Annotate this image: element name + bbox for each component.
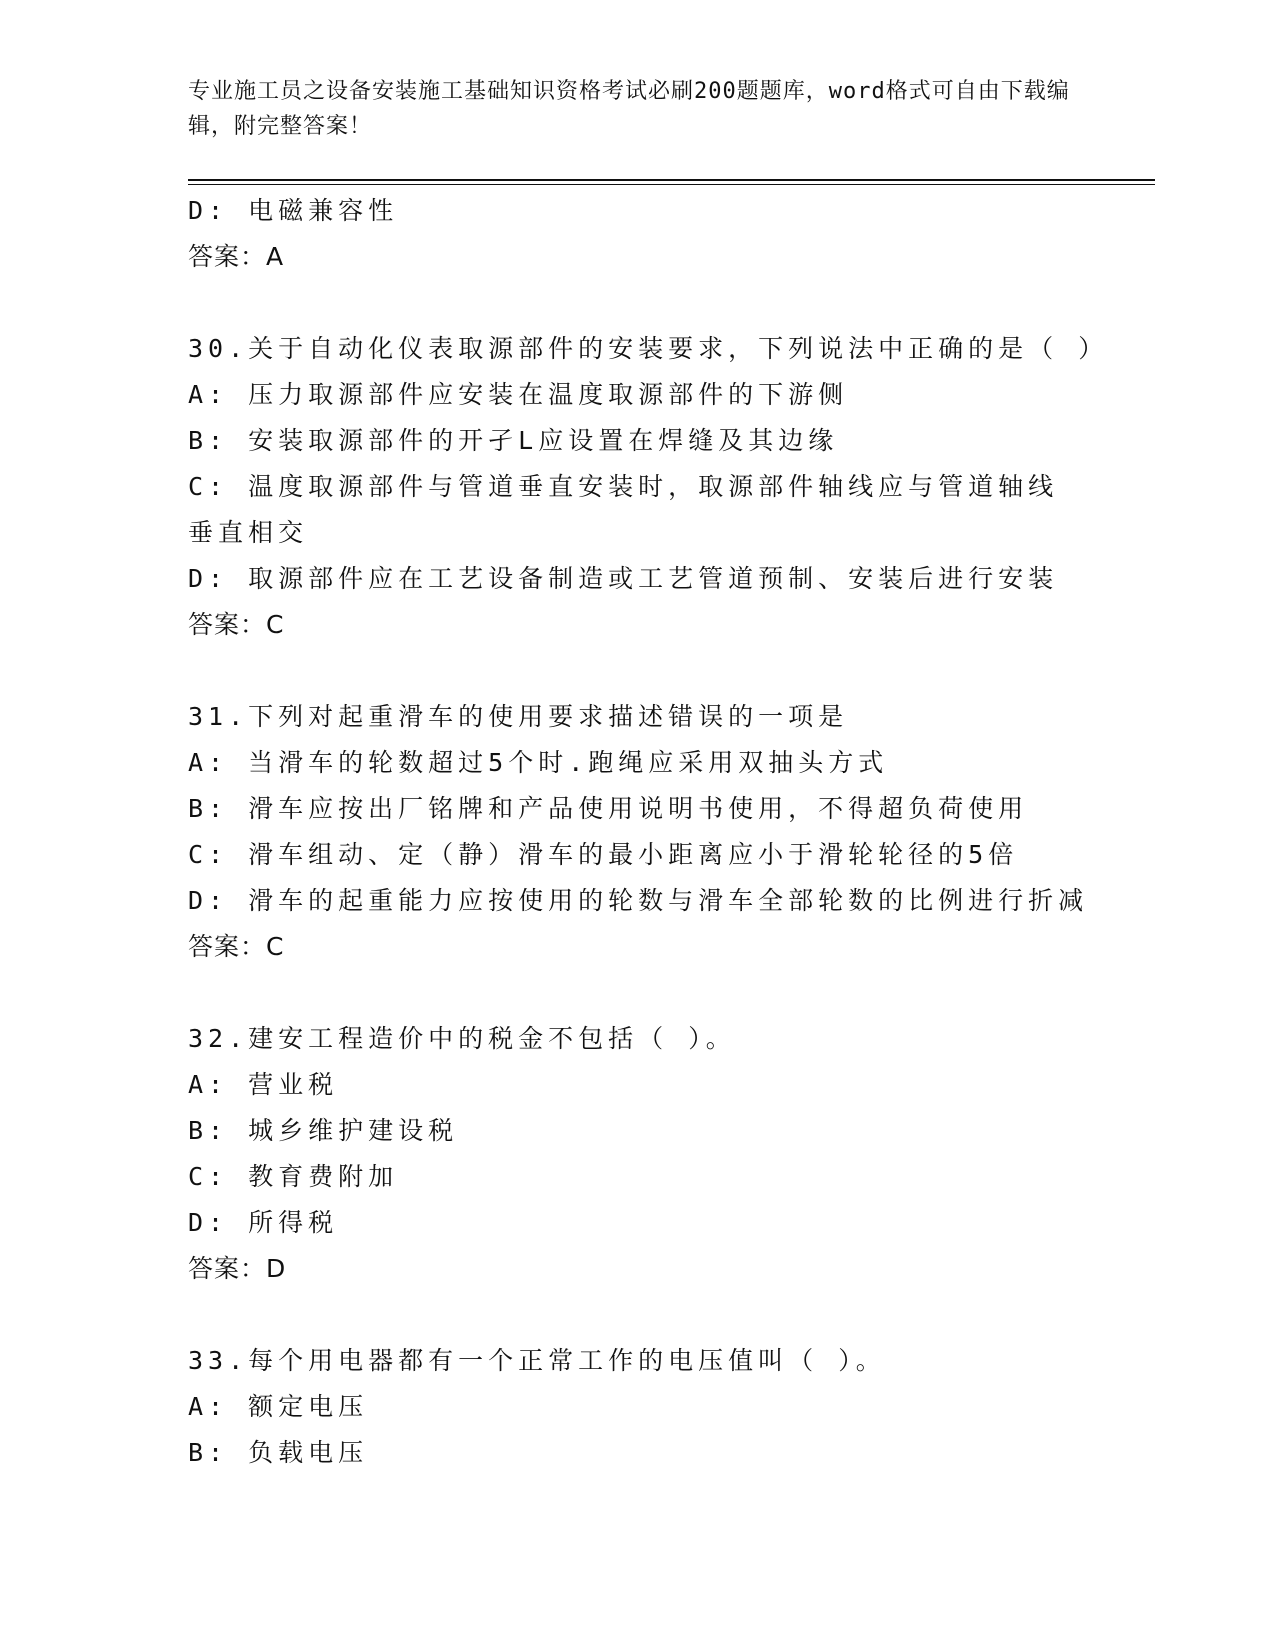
question-stem: 30.关于自动化仪表取源部件的安装要求，下列说法中正确的是（ ） — [188, 334, 1109, 363]
spacer — [188, 1292, 1088, 1338]
question-answer: 答案：C — [188, 610, 285, 639]
question-30 — [188, 326, 1109, 648]
option-b: B: 城乡维护建设税 — [188, 1116, 459, 1145]
option-c: C: 温度取源部件与管道垂直安装时，取源部件轴线应与管道轴线垂直相交 — [188, 472, 1059, 547]
prev-answer: 答案：A — [188, 242, 285, 271]
header-rule-thick — [188, 179, 1155, 181]
option-b: B: 负载电压 — [188, 1438, 369, 1467]
question-stem: 32.建安工程造价中的税金不包括（ ）。 — [188, 1024, 736, 1053]
question-stem: 33.每个用电器都有一个正常工作的电压值叫（ ）。 — [188, 1346, 886, 1375]
document-header — [188, 74, 1088, 144]
prev-option-d: D: 电磁兼容性 — [188, 196, 399, 225]
spacer — [188, 648, 1088, 694]
question-answer: 答案：D — [188, 1254, 287, 1283]
option-b: B: 安装取源部件的开孑L应设置在焊缝及其边缘 — [188, 426, 839, 455]
option-c: C: 教育费附加 — [188, 1162, 399, 1191]
spacer — [188, 970, 1088, 1016]
header-title: 专业施工员之设备安装施工基础知识资格考试必刷200题题库，word格式可自由下载编辑，附完整答案！ — [188, 79, 1070, 139]
spacer — [188, 280, 1088, 326]
question-32 — [188, 1016, 1088, 1292]
question-stem: 31.下列对起重滑车的使用要求描述错误的一项是 — [188, 702, 849, 731]
option-a: A: 营业税 — [188, 1070, 339, 1099]
option-a: A: 压力取源部件应安装在温度取源部件的下游侧 — [188, 380, 849, 409]
option-d: D: 滑车的起重能力应按使用的轮数与滑车全部轮数的比例进行折减 — [188, 886, 1089, 915]
header-rule-thin — [188, 184, 1155, 185]
option-a: A: 当滑车的轮数超过5个时.跑绳应采用双抽头方式 — [188, 748, 889, 777]
option-b: B: 滑车应按出厂铭牌和产品使用说明书使用，不得超负荷使用 — [188, 794, 1029, 823]
option-a: A: 额定电压 — [188, 1392, 369, 1421]
question-31 — [188, 694, 1088, 970]
question-answer: 答案：C — [188, 932, 285, 961]
question-33 — [188, 1338, 1088, 1476]
option-c: C: 滑车组动、定（静）滑车的最小距离应小于滑轮轮径的5倍 — [188, 840, 1019, 869]
option-d: D: 所得税 — [188, 1208, 339, 1237]
question-content — [188, 188, 1109, 1476]
option-d: D: 取源部件应在工艺设备制造或工艺管道预制、安装后进行安装 — [188, 564, 1059, 593]
